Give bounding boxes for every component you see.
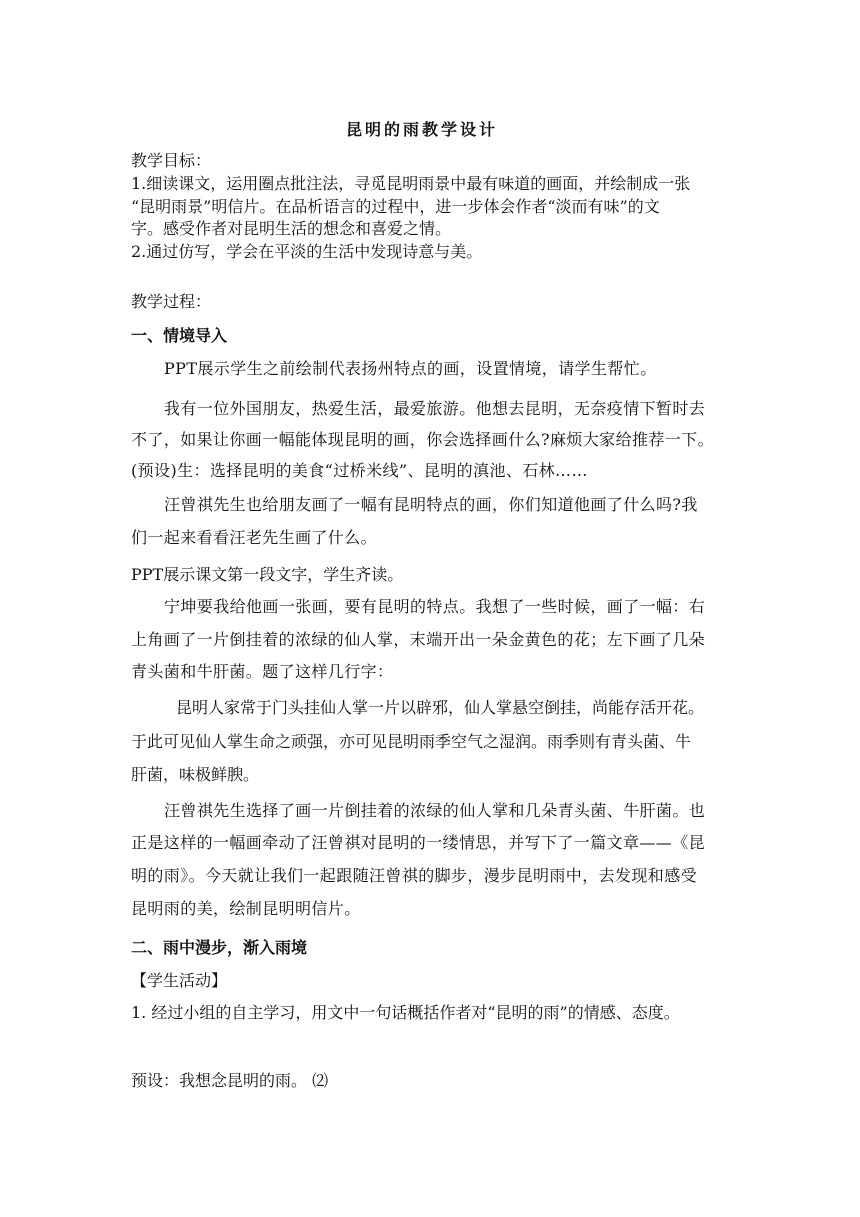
section-2-heading: 二、雨中漫步，渐入雨境 [131,938,308,957]
paragraph-excerpt-line-3: 青头菌和牛肝菌。题了这样几行字： [131,662,394,681]
paragraph-choice-line-1: 汪曾祺先生选择了画一片倒挂着的浓绿的仙人掌和几朵青头菌、牛肝菌。也 [164,801,706,820]
objective-line-3: 字。感受作者对昆明生活的想念和喜爱之情。 [131,219,452,238]
paragraph-friend-line-3: (预设)生：选择昆明的美食“过桥米线”、昆明的滇池、石林…… [131,461,588,480]
process-label: 教学过程： [131,292,212,311]
paragraph-friend-line-2: 不了，如果让你画一幅能体现昆明的画，你会选择画什么?麻烦大家给推荐一下。 [131,430,714,449]
paragraph-choice-line-3: 明的雨》。今天就让我们一起跟随汪曾祺的脚步，漫步昆明雨中，去发现和感受 [131,866,698,885]
paragraph-ppt-intro: PPT展示学生之前绘制代表扬州特点的画，设置情境，请学生帮忙。 [164,359,657,378]
objectives-label: 教学目标： [131,151,212,170]
paragraph-choice-line-4: 昆明雨的美，绘制昆明明信片。 [131,899,361,918]
objective-line-2: “昆明雨景”明信片。在品析语言的过程中，进一步体会作者“淡而有味”的文 [131,197,660,216]
objective-line-4: 2.通过仿写，学会在平淡的生活中发现诗意与美。 [131,242,483,261]
quote-line-1: 昆明人家常于门头挂仙人掌一片以辟邪，仙人掌悬空倒挂，尚能存活开花。 [176,698,705,717]
paragraph-choice-line-2: 正是这样的一幅画牵动了汪曾祺对昆明的一缕情思，并写下了一篇文章——《昆 [131,833,706,852]
paragraph-ppt-text: PPT展示课文第一段文字，学生齐读。 [131,565,404,584]
quote-line-2: 于此可见仙人掌生命之顽强，亦可见昆明雨季空气之湿润。雨季则有青头菌、牛 [131,732,692,751]
student-activity-label: 【学生活动】 [131,971,228,990]
paragraph-excerpt-line-2: 上角画了一片倒挂着的浓绿的仙人掌，末端开出一朵金黄色的花；左下画了几朵 [131,630,706,649]
paragraph-friend-line-1: 我有一位外国朋友，热爱生活，最爱旅游。他想去昆明，无奈疫情下暂时去 [164,399,706,418]
activity-item-1: 1. 经过小组的自主学习，用文中一句话概括作者对“昆明的雨”的情感、态度。 [131,1003,680,1022]
preset-answer: 预设：我想念昆明的雨。 ⑵ [131,1071,329,1090]
page-title: 昆明的雨教学设计 [346,120,499,139]
objective-line-1: 1.细读课文，运用圈点批注法，寻觅昆明雨景中最有味道的画面，并绘制成一张 [131,174,691,193]
paragraph-excerpt-line-1: 宁坤要我给他画一张画，要有昆明的特点。我想了一些时候，画了一幅：右 [164,597,706,616]
quote-line-3: 肝菌，味极鲜腴。 [131,765,260,784]
paragraph-wang-line-2: 们一起来看看汪老先生画了什么。 [131,528,378,547]
section-1-heading: 一、情境导入 [131,326,228,345]
paragraph-wang-line-1: 汪曾祺先生也给朋友画了一幅有昆明特点的画，你们知道他画了什么吗?我 [164,495,698,514]
